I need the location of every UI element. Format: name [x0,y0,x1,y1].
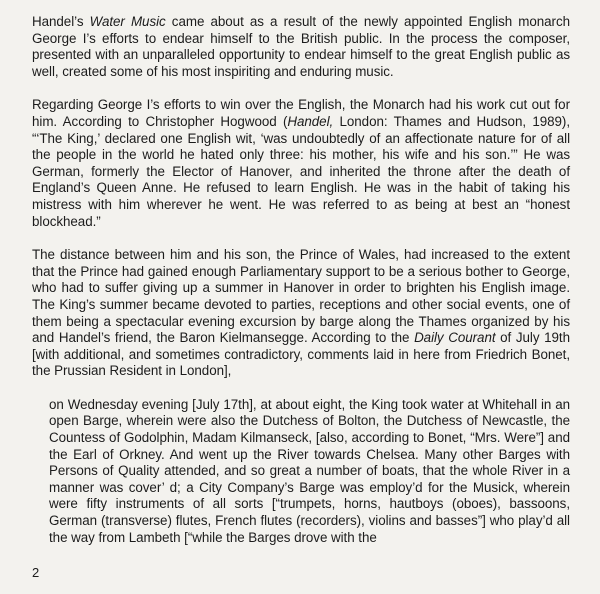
title-handel-book: Handel, [287,113,334,129]
paragraph-george-text-1: Regarding George I’s efforts to win over the English, the Monarch had his work cut out for him. According to Christopher Hogwood ( [32,97,570,129]
paragraph-intro [32,14,570,80]
block-quote: on Wednesday evening [July 17th], at about eight, the King took water at Whitehall in an open Barge, wherein were also the Dutchess of Bolton, the Dutchess of Newcastle, the Countess of Godolphin, Madam Kilmanseck, [also, according to Bonet, “Mrs. Were”] and the Earl of Orkney. And went up the River towards Chelsea. Many other Barges with Persons of Quality attended, and so great a number of boats, that the whole River in a manner was cover’ d; a City Company’s Barge was employ’d for the Musick, wherein were fifty instruments of all sorts [“trumpets, horns, hautboys (oboes), bassoons, German (transverse) flutes, French flutes (recorders), violins and basses”] who play’d all the way from Lambeth [“while the Barges drove with the [49,396,570,545]
document-page [32,14,570,546]
paragraph-prince [32,247,570,380]
paragraph-george [32,97,570,230]
paragraph-intro-text-1: Handel’s [32,14,90,29]
title-water-music: Water Music [89,14,166,29]
paragraph-prince-text-2: of July 19th [with additional, and sometimes contradictory, comments laid in here from Friedrich Bonet, the Prussian Resident in London], [32,330,570,379]
paragraph-george-text-2: London: Thames and Hudson, 1989), “‘The King,’ declared one English wit, ‘was undoubtedly of an affectionate nature for of all the people in the world he hated only three: his mother, his wife and his son.’” He was German, formerly the Elector of Hanover, and inherited the throne after the death of England’s Queen Anne. He refused to learn English. He was in the habit of taking his mistress with him wherever he went. He was referred to as being at best an “honest blockhead.” [32,113,570,229]
title-daily-courant: Daily Courant [414,330,496,346]
paragraph-intro-text-2: came about as a result of the newly appointed English monarch George I’s efforts to endear himself to the British public. In the process the composer, presented with an unparalleled opportunity to endear himself to the great English public as well, created some of his most inspiriting and enduring music. [32,14,570,79]
paragraph-prince-text-1: The distance between him and his son, the Prince of Wales, had increased to the extent that the Prince had gained enough Parliamentary support to be a serious bother to George, who had to suffer giving up a summer in Hanover in order to brighten his English image. The King’s summer became devoted to parties, receptions and other social events, one of them being a spectacular evening excursion by barge along the Thames organized by his and Handel’s friend, the Baron Kielmansegge. According to the [32,247,570,346]
page-number: 2 [32,565,40,580]
